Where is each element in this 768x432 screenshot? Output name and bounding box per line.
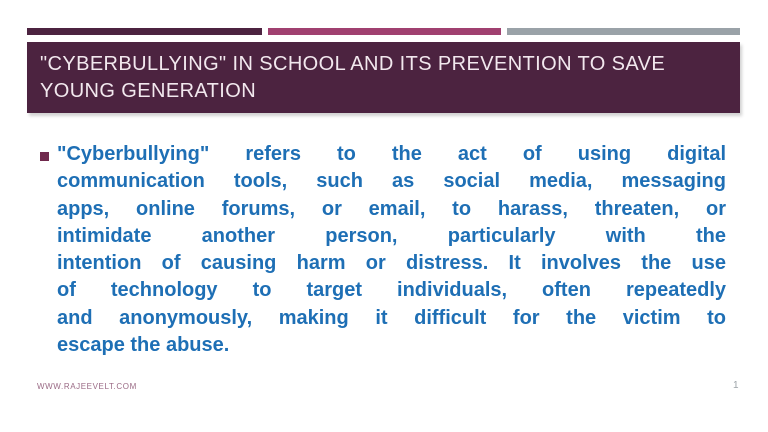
body-paragraph-line: intention of causing harm or distress. It involves the use [57, 252, 726, 275]
slide-title [27, 42, 740, 113]
body-paragraph-line: intimidate another person, particularly with the [57, 224, 726, 247]
footer-website: WWW.RAJEEVELT.COM [37, 382, 137, 391]
body-paragraph-line: apps, online forums, or email, to harass, threaten, or [57, 197, 726, 220]
body-paragraph [57, 141, 726, 359]
body-paragraph-line: of technology to target individuals, often repeatedly [57, 279, 726, 302]
body-paragraph-line: "Cyberbullying" refers to the act of using digital [57, 143, 726, 165]
bullet-square-icon [40, 152, 49, 161]
decor-bar-gray [507, 28, 740, 35]
slide-title-line: YOUNG GENERATION [40, 80, 257, 102]
body-paragraph-line: communication tools, such as social media, messaging [57, 170, 726, 193]
slide-title-line: "CYBERBULLYING" IN SCHOOL AND ITS PREVENTION TO SAVE [40, 53, 666, 75]
page-number: 1 [733, 380, 739, 391]
body-paragraph-line: escape the abuse. [57, 334, 230, 357]
body-paragraph-line: and anonymously, making it difficult for the victim to [57, 306, 726, 329]
decor-bar-magenta [268, 28, 501, 35]
decor-bar-maroon [27, 28, 262, 35]
